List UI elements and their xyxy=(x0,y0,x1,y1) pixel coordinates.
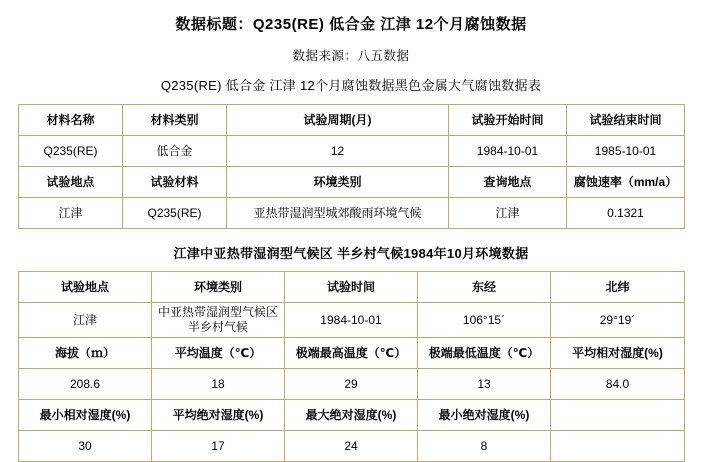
cell-avg-temp: 18 xyxy=(152,369,285,400)
environment-data-table xyxy=(18,271,685,462)
cell-corrosion-rate: 0.1321 xyxy=(567,198,685,229)
col-header-latitude: 北纬 xyxy=(551,272,685,303)
cell-extreme-min-temp: 13 xyxy=(418,369,551,400)
table-row xyxy=(19,198,685,229)
col-header-start-time: 试验开始时间 xyxy=(449,105,567,136)
col-header-env-test-time: 试验时间 xyxy=(285,272,418,303)
col-header-extreme-max-temp: 极端最高温度（℃） xyxy=(285,338,418,369)
cell-query-site: 江津 xyxy=(449,198,567,229)
cell-min-abs-humidity: 8 xyxy=(418,431,551,462)
cell-test-period: 12 xyxy=(227,136,449,167)
col-header-query-site: 查询地点 xyxy=(449,167,567,198)
table-row xyxy=(19,105,685,136)
page-title-label: 数据标题： xyxy=(175,16,253,33)
col-header-min-abs-humidity: 最小绝对湿度(%) xyxy=(418,400,551,431)
col-header-end-time: 试验结束时间 xyxy=(567,105,685,136)
col-header-extreme-min-temp: 极端最低温度（℃） xyxy=(418,338,551,369)
table-row xyxy=(19,136,685,167)
table-row xyxy=(19,167,685,198)
cell-env-test-site: 江津 xyxy=(19,303,152,338)
cell-extreme-max-temp: 29 xyxy=(285,369,418,400)
table-row xyxy=(19,369,685,400)
table-row xyxy=(19,303,685,338)
col-header-avg-abs-humidity: 平均绝对湿度(%) xyxy=(152,400,285,431)
table-row xyxy=(19,338,685,369)
col-header-test-period: 试验周期(月) xyxy=(227,105,449,136)
cell-avg-rel-humidity: 84.0 xyxy=(551,369,685,400)
data-source-value: 八五数据 xyxy=(357,49,410,63)
col-header-env-category: 环境类别 xyxy=(152,272,285,303)
col-header-altitude: 海拔（ｍ） xyxy=(19,338,152,369)
cell-avg-abs-humidity: 17 xyxy=(152,431,285,462)
col-header-env-test-site: 试验地点 xyxy=(19,272,152,303)
page-title xyxy=(18,0,684,34)
cell-env-test-time: 1984-10-01 xyxy=(285,303,418,338)
cell-min-rel-humidity: 30 xyxy=(19,431,152,462)
page-title-value: Q235(RE) 低合金 江津 12个月腐蚀数据 xyxy=(252,16,527,33)
cell-env-type: 亚热带湿润型城郊酸雨环境气候 xyxy=(227,198,449,229)
corrosion-data-table xyxy=(18,104,685,229)
cell-max-abs-humidity: 24 xyxy=(285,431,418,462)
col-header-env-type: 环境类别 xyxy=(227,167,449,198)
col-header-min-rel-humidity: 最小相对湿度(%) xyxy=(19,400,152,431)
cell-empty xyxy=(551,431,685,462)
col-header-test-site: 试验地点 xyxy=(19,167,123,198)
col-header-corrosion-rate: 腐蚀速率（mm/a） xyxy=(567,167,685,198)
col-header-material-name: 材料名称 xyxy=(19,105,123,136)
environment-section-title: 江津中亚热带湿润型气候区 半乡村气候1984年10月环境数据 xyxy=(173,246,529,261)
cell-longitude: 106°15´ xyxy=(418,303,551,338)
cell-altitude: 208.6 xyxy=(19,369,152,400)
cell-material-name: Q235(RE) xyxy=(19,136,123,167)
table-row xyxy=(19,400,685,431)
data-source-label: 数据来源： xyxy=(292,49,358,63)
table-row xyxy=(19,272,685,303)
cell-material-type: 低合金 xyxy=(123,136,227,167)
table-caption: Q235(RE) 低合金 江津 12个月腐蚀数据黑色金属大气腐蚀数据表 xyxy=(160,78,542,93)
col-header-longitude: 东经 xyxy=(418,272,551,303)
col-header-avg-rel-humidity: 平均相对湿度(%) xyxy=(551,338,685,369)
cell-test-material: Q235(RE) xyxy=(123,198,227,229)
col-header-material-type: 材料类别 xyxy=(123,105,227,136)
data-source xyxy=(18,34,684,64)
col-header-max-abs-humidity: 最大绝对湿度(%) xyxy=(285,400,418,431)
cell-end-time: 1985-10-01 xyxy=(567,136,685,167)
cell-test-site: 江津 xyxy=(19,198,123,229)
cell-latitude: 29°19´ xyxy=(551,303,685,338)
col-header-empty xyxy=(551,400,685,431)
cell-env-category: 中亚热带湿润型气候区 半乡村气候 xyxy=(152,303,285,338)
col-header-avg-temp: 平均温度（℃） xyxy=(152,338,285,369)
col-header-test-material: 试验材料 xyxy=(123,167,227,198)
cell-start-time: 1984-10-01 xyxy=(449,136,567,167)
table-row xyxy=(19,431,685,462)
